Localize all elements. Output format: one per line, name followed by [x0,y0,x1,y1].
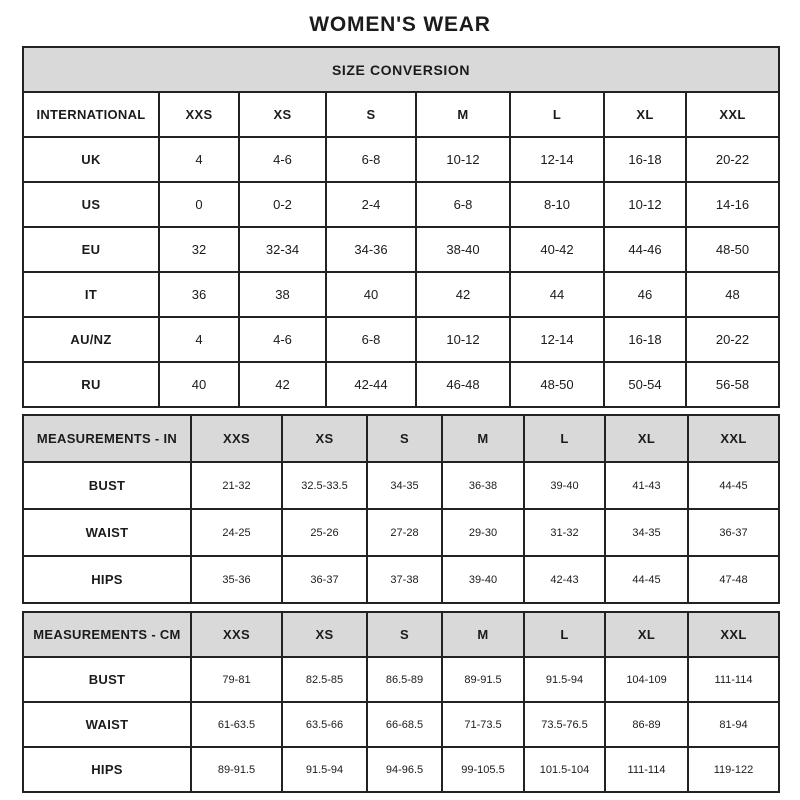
size-cell: 6-8 [326,317,416,362]
size-cell: 42 [416,272,510,317]
size-cell: 32-34 [239,227,326,272]
measurement-cell: 24-25 [191,509,282,556]
size-cell: 16-18 [604,137,686,182]
size-cell: 42-44 [326,362,416,407]
size-cell: 4 [159,317,239,362]
table-row [23,462,779,509]
measurement-cell: 79-81 [191,657,282,702]
column-header: S [326,92,416,137]
column-header: XXS [191,415,282,462]
measurement-cell: 37-38 [367,556,442,603]
measurement-cell: 44-45 [605,556,688,603]
column-header: XL [604,92,686,137]
measurement-cell: 86.5-89 [367,657,442,702]
size-cell: 48-50 [510,362,604,407]
size-cell: 40 [326,272,416,317]
measurement-cell: 36-38 [442,462,524,509]
size-cell: 48 [686,272,779,317]
column-header: M [442,612,524,657]
size-cell: 46 [604,272,686,317]
measurement-cell: 73.5-76.5 [524,702,605,747]
size-cell: 6-8 [326,137,416,182]
row-label: WAIST [23,509,191,556]
column-header: XXS [159,92,239,137]
row-label: HIPS [23,556,191,603]
measurement-cell: 39-40 [524,462,605,509]
table-row [23,556,779,603]
column-header: S [367,415,442,462]
size-cell: 0 [159,182,239,227]
size-cell: 10-12 [416,137,510,182]
size-cell: 48-50 [686,227,779,272]
size-conversion-table [22,46,780,408]
row-label: BUST [23,462,191,509]
column-header: INTERNATIONAL [23,92,159,137]
measurement-cell: 44-45 [688,462,779,509]
size-cell: 16-18 [604,317,686,362]
table-header-row [23,612,779,657]
size-cell: 56-58 [686,362,779,407]
size-cell: 38 [239,272,326,317]
size-cell: 10-12 [416,317,510,362]
column-header: XS [239,92,326,137]
table-row [23,657,779,702]
row-label: RU [23,362,159,407]
measurement-cell: 36-37 [688,509,779,556]
size-cell: 44-46 [604,227,686,272]
row-label: EU [23,227,159,272]
table-row [23,272,779,317]
measurement-cell: 39-40 [442,556,524,603]
column-header: XXL [688,415,779,462]
measurement-cell: 81-94 [688,702,779,747]
size-cell: 4 [159,137,239,182]
column-header: XXL [688,612,779,657]
table-row [23,227,779,272]
size-cell: 32 [159,227,239,272]
measurement-cell: 29-30 [442,509,524,556]
table-row [23,317,779,362]
measurement-cell: 21-32 [191,462,282,509]
measurement-cell: 63.5-66 [282,702,367,747]
measurement-cell: 91.5-94 [524,657,605,702]
column-header: XL [605,415,688,462]
table-row [23,362,779,407]
measurement-cell: 86-89 [605,702,688,747]
size-cell: 40 [159,362,239,407]
measurement-cell: 34-35 [367,462,442,509]
page-title: WOMEN'S WEAR [309,13,491,36]
row-label: UK [23,137,159,182]
measurement-cell: 89-91.5 [442,657,524,702]
measurement-cell: 31-32 [524,509,605,556]
row-label: IT [23,272,159,317]
row-label: AU/NZ [23,317,159,362]
table-row [23,137,779,182]
measurement-cell: 71-73.5 [442,702,524,747]
size-cell: 46-48 [416,362,510,407]
row-label: US [23,182,159,227]
size-cell: 12-14 [510,137,604,182]
column-header: L [524,612,605,657]
measurement-cell: 61-63.5 [191,702,282,747]
table-row [23,182,779,227]
measurement-cell: 111-114 [605,747,688,792]
size-cell: 8-10 [510,182,604,227]
column-header: XXS [191,612,282,657]
size-cell: 38-40 [416,227,510,272]
size-cell: 2-4 [326,182,416,227]
size-cell: 20-22 [686,317,779,362]
measurement-cell: 32.5-33.5 [282,462,367,509]
size-cell: 0-2 [239,182,326,227]
size-cell: 14-16 [686,182,779,227]
column-header: MEASUREMENTS - IN [23,415,191,462]
measurement-cell: 36-37 [282,556,367,603]
column-header: MEASUREMENTS - CM [23,612,191,657]
measurement-cell: 101.5-104 [524,747,605,792]
measurement-cell: 25-26 [282,509,367,556]
measurement-cell: 91.5-94 [282,747,367,792]
table-header-row [23,415,779,462]
measurement-cell: 89-91.5 [191,747,282,792]
size-cell: 6-8 [416,182,510,227]
column-header: M [442,415,524,462]
measurement-cell: 111-114 [688,657,779,702]
column-header: L [510,92,604,137]
column-header: XL [605,612,688,657]
row-label: HIPS [23,747,191,792]
measurement-cell: 99-105.5 [442,747,524,792]
table-header-row [23,92,779,137]
table-banner-row [23,47,779,92]
measurement-cell: 82.5-85 [282,657,367,702]
size-cell: 20-22 [686,137,779,182]
row-label: BUST [23,657,191,702]
measurement-cell: 35-36 [191,556,282,603]
column-header: S [367,612,442,657]
size-cell: 42 [239,362,326,407]
measurements-cm-table [22,611,780,793]
measurement-cell: 42-43 [524,556,605,603]
size-cell: 44 [510,272,604,317]
measurement-cell: 41-43 [605,462,688,509]
measurement-cell: 47-48 [688,556,779,603]
measurements-in-table [22,414,780,604]
column-header: XXL [686,92,779,137]
size-cell: 12-14 [510,317,604,362]
column-header: M [416,92,510,137]
column-header: XS [282,612,367,657]
table-row [23,509,779,556]
size-cell: 34-36 [326,227,416,272]
measurement-cell: 104-109 [605,657,688,702]
measurement-cell: 66-68.5 [367,702,442,747]
size-cell: 40-42 [510,227,604,272]
table-row [23,702,779,747]
column-header: XS [282,415,367,462]
measurement-cell: 34-35 [605,509,688,556]
size-cell: 50-54 [604,362,686,407]
size-cell: 10-12 [604,182,686,227]
measurement-cell: 94-96.5 [367,747,442,792]
table-row [23,747,779,792]
size-conversion-title: SIZE CONVERSION [23,47,779,92]
measurement-cell: 27-28 [367,509,442,556]
column-header: L [524,415,605,462]
size-cell: 4-6 [239,317,326,362]
row-label: WAIST [23,702,191,747]
measurement-cell: 119-122 [688,747,779,792]
size-cell: 4-6 [239,137,326,182]
size-cell: 36 [159,272,239,317]
